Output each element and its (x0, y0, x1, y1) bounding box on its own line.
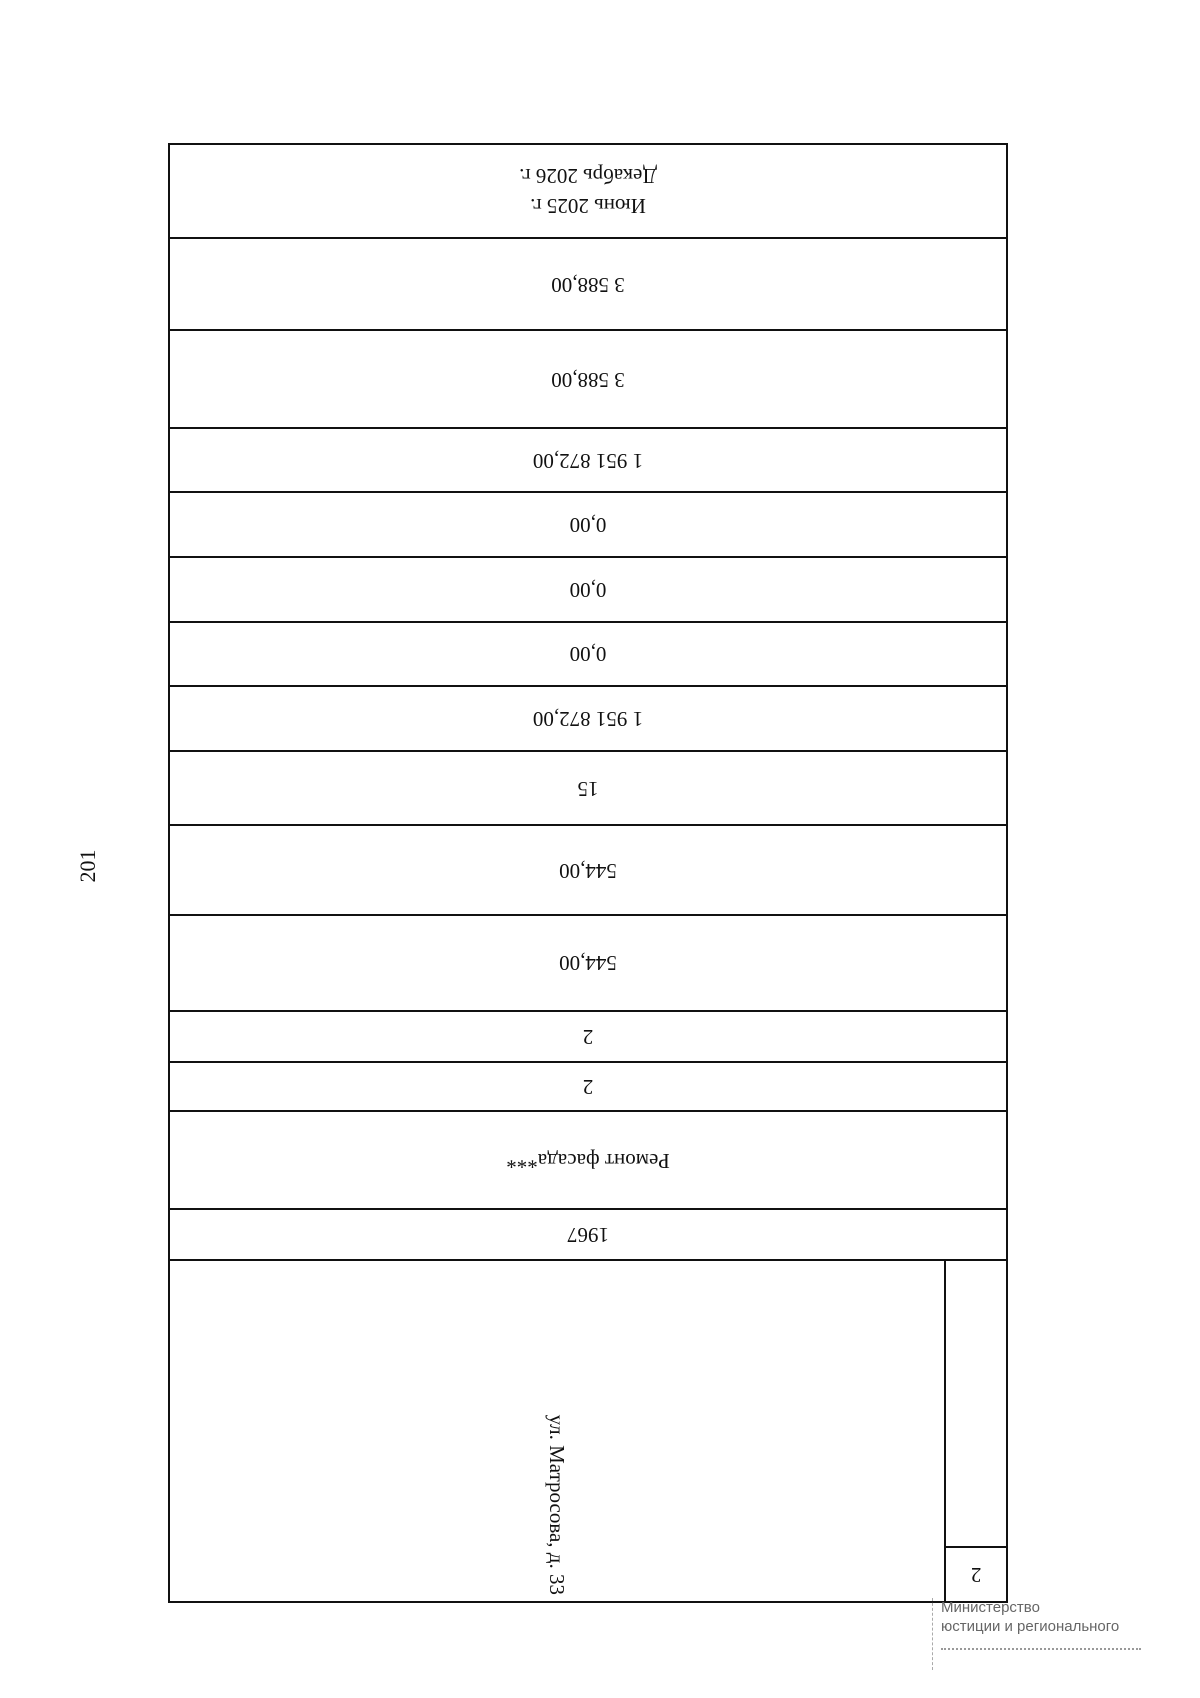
value-cell: 15 (169, 751, 1007, 825)
value-cell: 2 (169, 1011, 1007, 1062)
amount-cell: 3 588,00 (169, 330, 1007, 427)
work-type-cell: Ремонт фасада*** (169, 1111, 1007, 1208)
amount-cell: 0,00 (169, 492, 1007, 557)
page-number: 201 (75, 849, 100, 883)
table-row (169, 1547, 1007, 1602)
registry-table-wrapper (168, 143, 1008, 1603)
address-text: ул. Матросова, д. 33 (545, 1414, 570, 1595)
period-cell: Июнь 2025 г. Декабрь 2026 г. (169, 144, 1007, 238)
area-cell: 544,00 (169, 915, 1007, 1010)
area-cell: 544,00 (169, 825, 1007, 915)
registration-stamp: Министерство юстиции и регионального (932, 1598, 1151, 1670)
amount-cell: 0,00 (169, 622, 1007, 687)
amount-cell: 1 951 872,00 (169, 428, 1007, 493)
amount-cell: 0,00 (169, 557, 1007, 622)
amount-cell: 1 951 872,00 (169, 686, 1007, 751)
row-number-cell: 2 (945, 1547, 1007, 1602)
row-number-spacer (945, 1260, 1007, 1547)
value-cell: 2 (169, 1062, 1007, 1111)
address-cell (169, 1260, 945, 1602)
registry-table (168, 143, 1008, 1603)
amount-cell: 3 588,00 (169, 238, 1007, 330)
year-cell: 1967 (169, 1209, 1007, 1260)
